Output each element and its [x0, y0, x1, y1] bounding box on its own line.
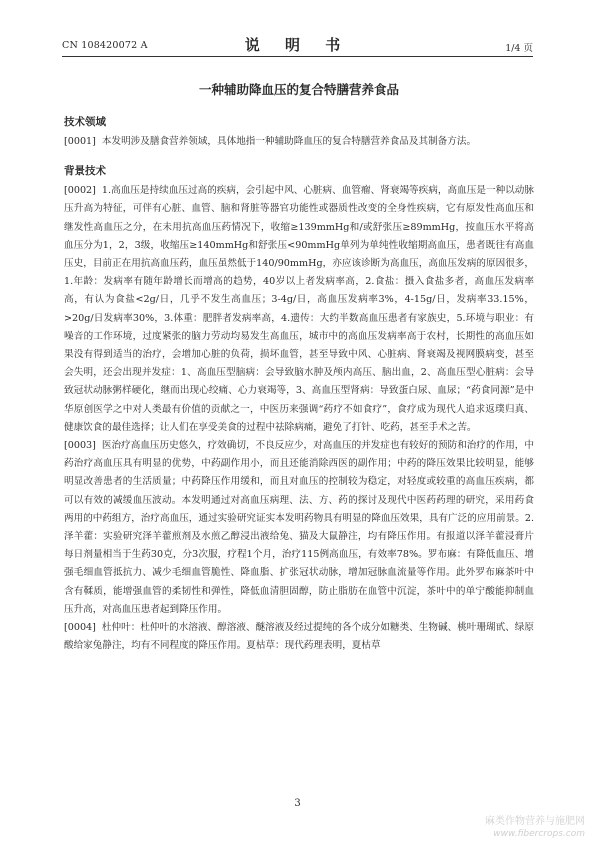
paragraph-text: 杜仲叶：杜仲叶的水溶液、醇溶液、醚溶液及经过提纯的各个成分如糖类、生物碱、桃叶珊瑚甙、绿原酸给家兔静注，均有不同程度的降压作用。夏枯草：现代药理表明，夏枯草 [64, 622, 534, 652]
section-heading-background: 背景技术 [64, 165, 106, 178]
header-divider [62, 56, 533, 57]
paragraph-0004 [64, 619, 534, 655]
document-body [64, 70, 534, 655]
paragraph-number: [0001] [64, 136, 96, 147]
document-type: 说 明 书 [244, 36, 351, 54]
patent-number: CN 108420072 A [62, 40, 148, 51]
section-heading-tech-field: 技术领域 [64, 116, 106, 128]
paragraph-text: 1.高血压是持续血压过高的疾病，会引起中风、心脏病、血管瘤、肾衰竭等疾病，高血压是一种以动脉压升高为特征，可伴有心脏、血管、脑和肾脏等器官功能性或器质性改变的全身性疾病，它有原发性高血压和继发性高血压之分，在未用抗高血压药情况下，收缩≥139mmHg和/或舒张压≥89mmHg，按血压水平将高血压分为1，2，3级，收缩压≥140mmHg和舒张压<90mmHg单列为单纯性收缩期高血压，患者既往有高血压史，目前正在用抗高血压药，血压虽然低于140/90mmHg，亦应该诊断为高血压，高血压发病的原因很多，1.年龄：发病率有随年龄增长而增高的趋势，40岁以上者发病率高，2.食盐：摄入食盐多者，高血压发病率高，有认为食盐<2g/日，几乎不发生高血压；3-4g/日，高血压发病率3%，4-15g/日，发病率33.15%，>20g/日发病率30%，3.体重：肥胖者发病率高，4.遗传：大约半数高血压患者有家族史，5.环境与职业：有噪音的工作环境，过度紧张的脑力劳动均易发生高血压，城市中的高血压发病率高于农村，长期性的高血压如果没有得到适当的治疗，会增加心脏的负荷，损坏血管，甚至导致中风、心脏病、肾衰竭及视网膜病变，甚至会失明，还会出现并发症：1、高血压型脑病：会导致脑水肿及颅内高压、脑出血，2、高血压型心脏病：会导致冠状动脉粥样硬化，继而出现心绞痛、心力衰竭等，3、高血压型肾病：导致蛋白尿、血尿；“药食同源”是中华原创医学之中对人类最有价值的贡献之一，中医历来强调“药疗不如食疗”，食疗成为现代人追求返璞归真、健康饮食的最佳选择；让人们在享受美食的过程中祛除病痛，避免了打针、吃药，甚至手术之苦。 [64, 185, 534, 433]
paragraph-0002 [64, 182, 534, 437]
paragraph-0003 [64, 437, 534, 619]
paragraph-text: 本发明涉及膳食营养领域，具体地指一种辅助降血压的复合特膳营养食品及其制备方法。 [101, 136, 477, 147]
site-watermark [485, 816, 585, 840]
document-title: 一种辅助降血压的复合特膳营养食品 [198, 82, 399, 97]
page-info: 1/4 页 [505, 43, 533, 54]
paragraph-number: [0003] [64, 440, 96, 452]
paragraph-text: 医治疗高血压历史悠久，疗效确切，不良反应少，对高血压的并发症也有较好的预防和治疗的作用，中药治疗高血压具有明显的优势，中药副作用小，而且还能消除西医的副作用；中药的降压效果比较明显，能够明显改善患者的生活质量；中药降压作用缓和，而且对血压的控制较为稳定，对轻度或较重的高血压疾病，都可以有效的减缓血压波动。本发明通过对高血压病理、法、方、药的探讨及现代中医药药理的研究，采用药食两用的中药组方，治疗高血压，通过实验研究证实本发明药物具有明显的降血压效果，具有广泛的应用前景。2.泽羊藿：实验研究泽羊藿煎剂及水煎乙醇浸出液给兔、猫及大鼠静注，均有降压作用。有报道以泽羊藿浸膏片每日剂量相当于生药30克，分3次服，疗程1个月，治疗115例高血压，有效率78%。罗布麻：有降低血压、增强毛细血管抵抗力、减少毛细血管脆性、降血脂、扩张冠状动脉，增加冠脉血流量等作用。此外罗布麻茶叶中含有鞣质，能增强血管的柔韧性和弹性，降低血清胆固醇，防止脂肪在血管中沉淀，茶叶中的单宁酸能抑制血压升高，对高血压患者起到降压作用。 [64, 440, 534, 615]
page-header [62, 34, 533, 54]
watermark-site-name: 麻类作物营养与施肥网 [485, 816, 585, 827]
paragraph-0001 [64, 133, 534, 151]
paragraph-number: [0004] [64, 622, 96, 634]
paragraph-number: [0002] [64, 185, 96, 197]
watermark-url: www.fibercrops.com [493, 829, 585, 839]
page-number: 3 [294, 798, 301, 809]
